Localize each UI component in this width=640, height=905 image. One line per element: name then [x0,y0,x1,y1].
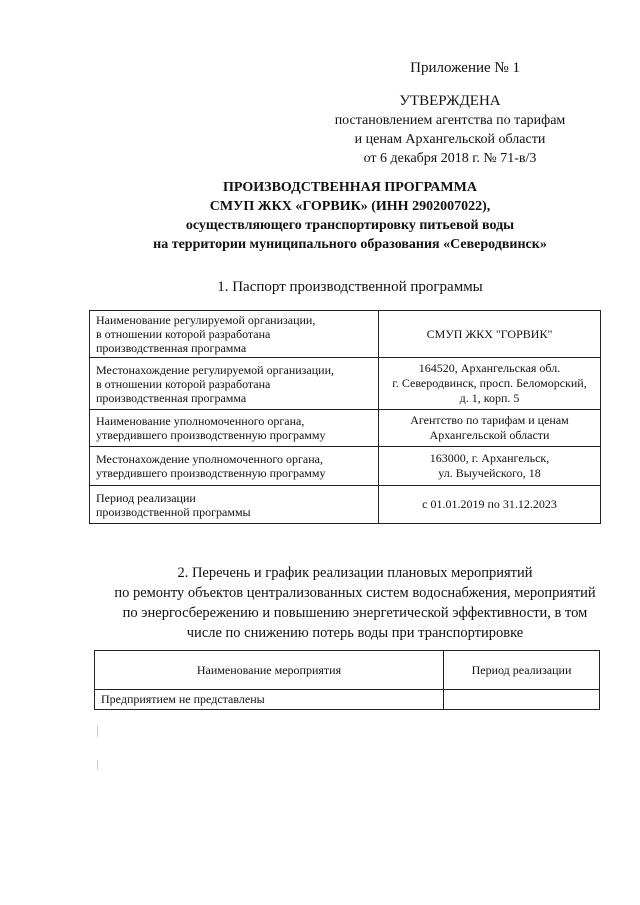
heading-line: по ремонту объектов централизованных систем водоснабжения, мероприятий [114,585,596,601]
passport-value: СМУП ЖКХ "ГОРВИК" [379,311,601,358]
passport-value: Агентство по тарифам и ценам Архангельской области [379,410,601,447]
heading-line: 2. Перечень и график реализации плановых мероприятий [177,565,533,581]
passport-label: Местонахождение регулируемой организации, в отношении которой разработана производственная программа [90,358,379,410]
approval-line: и ценам Архангельской области [354,132,546,147]
passport-label: Наименование регулируемой организации, в отношении которой разработана производственная программа [90,311,379,358]
column-header-name: Наименование мероприятия [95,651,444,690]
section1-heading: 1. Паспорт производственной программы [217,279,483,295]
approval-stamp: УТВЕРЖДЕНА [399,93,501,109]
appendix-number: Приложение № 1 [410,60,520,76]
scan-mark [97,760,98,770]
passport-value: 163000, г. Архангельск, ул. Выучейского, 18 [379,447,601,486]
table-header-row [95,651,600,690]
measures-table [94,650,600,710]
measure-name: Предприятием не представлены [95,690,444,710]
column-header-period: Период реализации [444,651,600,690]
passport-value: 164520, Архангельская обл. г. Северодвинск, просп. Беломорский, д. 1, корп. 5 [379,358,601,410]
table-row [90,447,601,486]
table-row [90,486,601,524]
approval-line: от 6 декабря 2018 г. № 71-в/3 [363,151,537,166]
section2-heading [60,563,640,643]
title-line: на территории муниципального образования «Северодвинск» [153,237,547,252]
heading-line: числе по снижению потерь воды при транспортировке [186,625,524,641]
measure-period [444,690,600,710]
title-line: СМУП ЖКХ «ГОРВИК» (ИНН 2902007022), [209,199,491,214]
table-row [95,690,600,710]
title-line: ПРОИЗВОДСТВЕННАЯ ПРОГРАММА [223,180,477,195]
passport-value: с 01.01.2019 по 31.12.2023 [379,486,601,524]
passport-label: Местонахождение уполномоченного органа, утвердившего производственную программу [90,447,379,486]
approval-block [300,92,600,168]
passport-label: Период реализации производственной программы [90,486,379,524]
heading-line: по энергосбережению и повышению энергетической эффективности, в том [122,605,588,621]
table-row [90,311,601,358]
approval-line: постановлением агентства по тарифам [334,113,566,128]
title-line: осуществляющего транспортировку питьевой воды [185,218,515,233]
passport-label: Наименование уполномоченного органа, утвердившего производственную программу [90,410,379,447]
passport-table [89,310,601,524]
table-row [90,410,601,447]
table-row [90,358,601,410]
scan-mark [97,725,98,737]
program-title [60,178,640,254]
